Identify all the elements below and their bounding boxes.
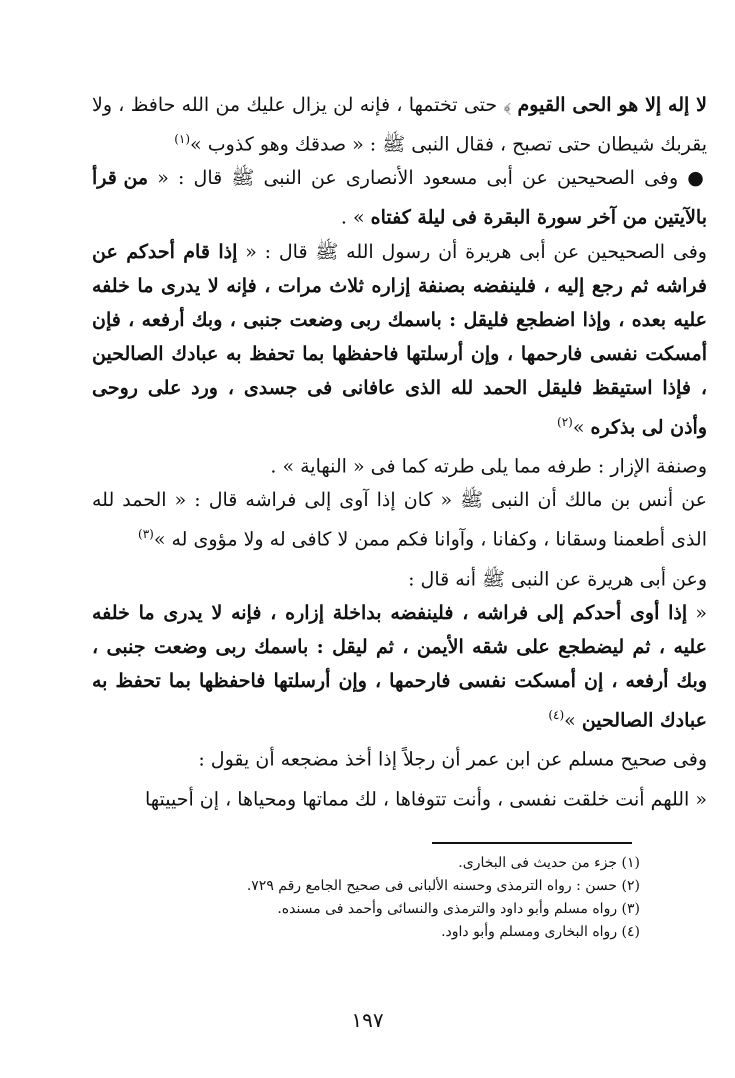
- footnote: (٣) رواه مسلم وأبو داود والترمذى والنسائى وأحمد فى مسنده.: [277, 901, 640, 917]
- footnotes: [150, 852, 640, 944]
- footnote-separator: [432, 842, 632, 844]
- page-number: ١٩٧: [351, 1008, 384, 1032]
- footnote: (٤) رواه البخارى ومسلم وأبو داود.: [441, 924, 640, 940]
- paragraph: وفى صحيح مسلم عن ابن عمر أن رجلاً إذا أخذ مضجعه أن يقول :: [198, 748, 707, 771]
- footnote: (١) جزء من حديث فى البخارى.: [458, 855, 640, 871]
- main-text: [92, 88, 707, 816]
- footnote-ref: (٤): [548, 707, 565, 722]
- footnote: (٢) حسن : رواه الترمذى وحسنه الألبانى فى صحيح الجامع رقم ٧٢٩.: [246, 878, 640, 894]
- paragraph: وفى الصحيحين عن أبى هريرة أن رسول الله ﷺ قال : « إذا قام أحدكم عن فراشه ثم رجع إليه ، فلينفضه بصنفة إزاره ثلاث مرات ، فإنه لا يدرى ما خلفه عليه بعده ، وإذا اضطجع فليقل : باسمك ربى وضعت جنبى ، وبك أرفعه ، فإن أمسكت نفسى فارحمها ، وإن أرسلتها فاحفظها بما تحفظ به عبادك الصالحين ، فإذا استيقظ فليقل الحمد لله الذى عافانى فى جسدى ، ورد على روحى وأذن لى بذكره »$^{(٢)}$: [92, 240, 707, 438]
- paragraph: وصنفة الإزار : طرفه مما يلى طرته كما فى « النهاية » .: [270, 455, 707, 478]
- paragraph: ● وفى الصحيحين عن أبى مسعود الأنصارى عن النبى ﷺ قال : « من قرأ بالآيتين من آخر سورة البقرة فى ليلة كفتاه » .: [92, 167, 707, 229]
- footnote-ref: (٣): [138, 527, 154, 542]
- paragraph: عن أنس بن مالك أن النبى ﷺ « كان إذا آوى إلى فراشه قال : « الحمد لله الذى أطعمنا وسقانا ، وكفانا ، وآوانا فكم ممن لا كافى له ولا مؤوى له »$^{(٣)}$: [92, 489, 707, 551]
- paragraph: « اللهم أنت خلقت نفسى ، وأنت تتوفاها ، لك مماتها ومحياها ، إن أحييتها: [144, 787, 707, 810]
- footnote-ref: (٢): [557, 414, 573, 429]
- paragraph: وعن أبى هريرة عن النبى ﷺ أنه قال :: [408, 567, 707, 590]
- paragraph: « إذا أوى أحدكم إلى فراشه ، فلينفضه بداخلة إزاره ، فإنه لا يدرى ما خلفه عليه ، ثم ليضطجع على شقه الأيمن ، ثم ليقل : باسمك ربى وضعت جنبى ، وبك أرفعه ، إن أمسكت نفسى فارحمها ، وإن أرسلتها فاحفظها بما تحفظ به عبادك الصالحين »$^{(٤)}$: [92, 601, 707, 732]
- footnote-ref: (١): [174, 132, 191, 146]
- paragraph: لا إله إلا هو الحى القيوم ﴾ حتى تختمها ، فإنه لن يزال عليك من الله حافظ ، ولا يقربك شيطان حتى تصبح ، فقال النبى ﷺ : « صدقك وهو كذوب »$^{(١)}$: [92, 94, 707, 156]
